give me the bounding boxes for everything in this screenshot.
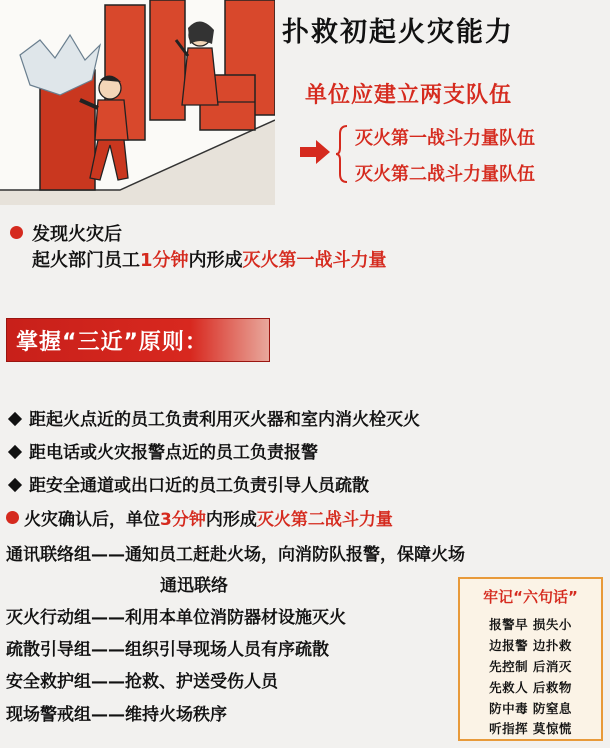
rule-item: 距安全通道或出口近的员工负责引导人员疏散: [6, 471, 369, 496]
group-item: 现场警戒组——维持火场秩序: [6, 705, 227, 725]
bullet-dot-icon: [10, 226, 23, 239]
bullet-dot-icon: [6, 511, 19, 524]
rule-item: 距电话或火灾报警点近的员工负责报警: [6, 438, 318, 463]
memo-line: 防中毒 防窒息: [489, 701, 572, 716]
group-item: 通讯联络组——通知员工赶赴火场，向消防队报警，保障火场: [6, 545, 465, 565]
principle-banner-text: 掌握“三近”原则：: [16, 330, 208, 355]
group-item: 灭火行动组——利用本单位消防器材设施灭火: [6, 608, 346, 628]
memo-line: 先救人 后救物: [489, 680, 572, 695]
diamond-bullet-icon: [8, 478, 22, 492]
memo-line: 边报警 边扑救: [489, 638, 572, 653]
team-second: 灭火第二战斗力量队伍: [355, 164, 535, 185]
confirmation-text: 火灾确认后，单位3分钟内形成灭火第二战斗力量: [24, 510, 393, 530]
discovery-heading: 发现火灾后: [32, 224, 122, 245]
diamond-bullet-icon: [8, 445, 22, 459]
discovery-text: 起火部门员工1分钟内形成灭火第一战斗力量: [32, 250, 387, 271]
memo-line: 报警早 损失小: [489, 617, 572, 632]
memo-title: 牢记“六句话”: [483, 588, 578, 606]
page-title: 扑救初起火灾能力: [282, 17, 514, 48]
memo-line: 先控制 后消灭: [489, 659, 572, 674]
subtitle: 单位应建立两支队伍: [305, 83, 513, 108]
left-brace-icon: [335, 124, 349, 184]
firefighting-illustration: [0, 0, 275, 205]
rule-item: 距起火点近的员工负责利用灭火器和室内消火栓灭火: [6, 405, 420, 430]
group-item: 疏散引导组——组织引导现场人员有序疏散: [6, 640, 329, 660]
team-first: 灭火第一战斗力量队伍: [355, 128, 535, 149]
memo-line: 听指挥 莫惊慌: [489, 721, 572, 736]
diamond-bullet-icon: [8, 412, 22, 426]
group-item-continued: 通迅联络: [160, 576, 228, 596]
group-item: 安全救护组——抢救、护送受伤人员: [6, 672, 278, 692]
right-arrow-icon: [300, 140, 330, 164]
